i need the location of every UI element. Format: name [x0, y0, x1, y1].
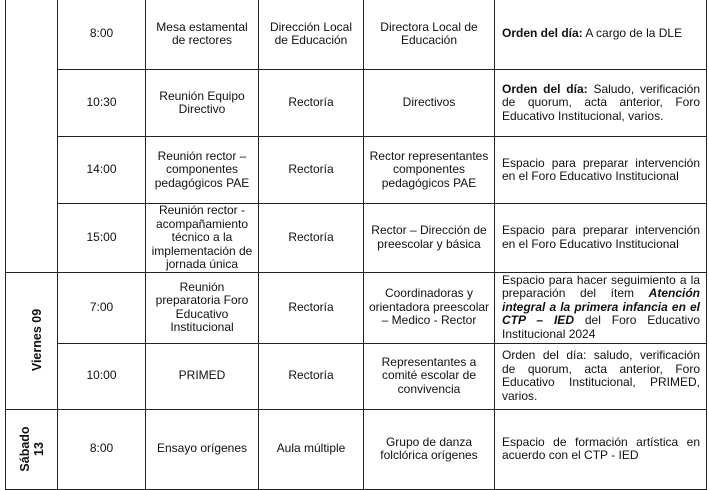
time-cell: 14:00: [58, 137, 146, 204]
day-cell: [6, 0, 58, 272]
time-cell: 7:00: [58, 272, 146, 343]
table-row: [6, 204, 707, 273]
table-row: [6, 343, 707, 409]
notes-cell: [495, 272, 707, 343]
place-cell: Rectoría: [259, 343, 364, 409]
participants-cell: Grupo de danza folclórica orígenes: [364, 409, 495, 489]
notes-text: Espacio para hacer seguimiento a la preparación del ítem: [502, 272, 700, 301]
participants-cell: Coordinadoras y orientadora preescolar – Medico - Rector: [364, 272, 495, 343]
activity-cell: Ensayo orígenes: [146, 409, 259, 489]
activity-cell: Reunión rector - acompañamiento técnico a la implementación de jornada única: [146, 204, 259, 273]
notes-cell: [495, 0, 707, 70]
table-row: [6, 272, 707, 343]
place-cell: Dirección Local de Educación: [259, 0, 364, 70]
day-cell: [6, 272, 58, 409]
activity-cell: Mesa estamental de rectores: [146, 0, 259, 70]
activity-cell: Reunión Equipo Directivo: [146, 70, 259, 137]
table-row: [6, 137, 707, 204]
place-cell: Rectoría: [259, 137, 364, 204]
notes-emphasis: Atención integral a la primera infancia en el CTP – IED: [502, 286, 700, 328]
notes-label: Orden del día:: [502, 26, 583, 41]
notes-cell: [495, 70, 707, 137]
participants-cell: Rector – Dirección de preescolar y básica: [364, 204, 495, 273]
time-cell: 10:00: [58, 343, 146, 409]
table-row: [6, 70, 707, 137]
notes-cell: Espacio para preparar intervención en el Foro Educativo Institucional: [495, 137, 707, 204]
activity-cell: Reunión rector – componentes pedagógicos PAE: [146, 137, 259, 204]
place-cell: Rectoría: [259, 204, 364, 273]
time-cell: 10:30: [58, 70, 146, 137]
day-label: Viernes 09: [30, 309, 45, 372]
day-label: Sábado 13: [17, 426, 46, 472]
notes-cell: Espacio para preparar intervención en el Foro Educativo Institucional: [495, 204, 707, 273]
time-cell: 8:00: [58, 0, 146, 70]
notes-cell: Espacio de formación artística en acuerdo con el CTP - IED: [495, 409, 707, 489]
notes-label: Orden del día:: [502, 81, 588, 96]
participants-cell: Directora Local de Educación: [364, 0, 495, 70]
notes-cell: Orden del día: saludo, verificación de quorum, acta anterior, Foro Educativo Institucional, PRIMED, varios.: [495, 343, 707, 409]
notes-text: A cargo de la DLE: [582, 26, 683, 41]
participants-cell: Rector representantes componentes pedagógicos PAE: [364, 137, 495, 204]
activity-cell: Reunión preparatoria Foro Educativo Institucional: [146, 272, 259, 343]
table-row: [6, 409, 707, 489]
activity-cell: PRIMED: [146, 343, 259, 409]
table-row: [6, 0, 707, 70]
time-cell: 15:00: [58, 204, 146, 273]
place-cell: Rectoría: [259, 272, 364, 343]
participants-cell: Representantes a comité escolar de convivencia: [364, 343, 495, 409]
schedule-table: [5, 0, 707, 490]
time-cell: 8:00: [58, 409, 146, 489]
notes-text: Saludo, verificación de quorum, acta anterior, Foro Educativo Institucional, varios.: [502, 81, 700, 123]
day-cell: [6, 409, 58, 489]
notes-text: del Foro Educativo Institucional 2024: [502, 313, 700, 341]
place-cell: Aula múltiple: [259, 409, 364, 489]
participants-cell: Directivos: [364, 70, 495, 137]
place-cell: Rectoría: [259, 70, 364, 137]
